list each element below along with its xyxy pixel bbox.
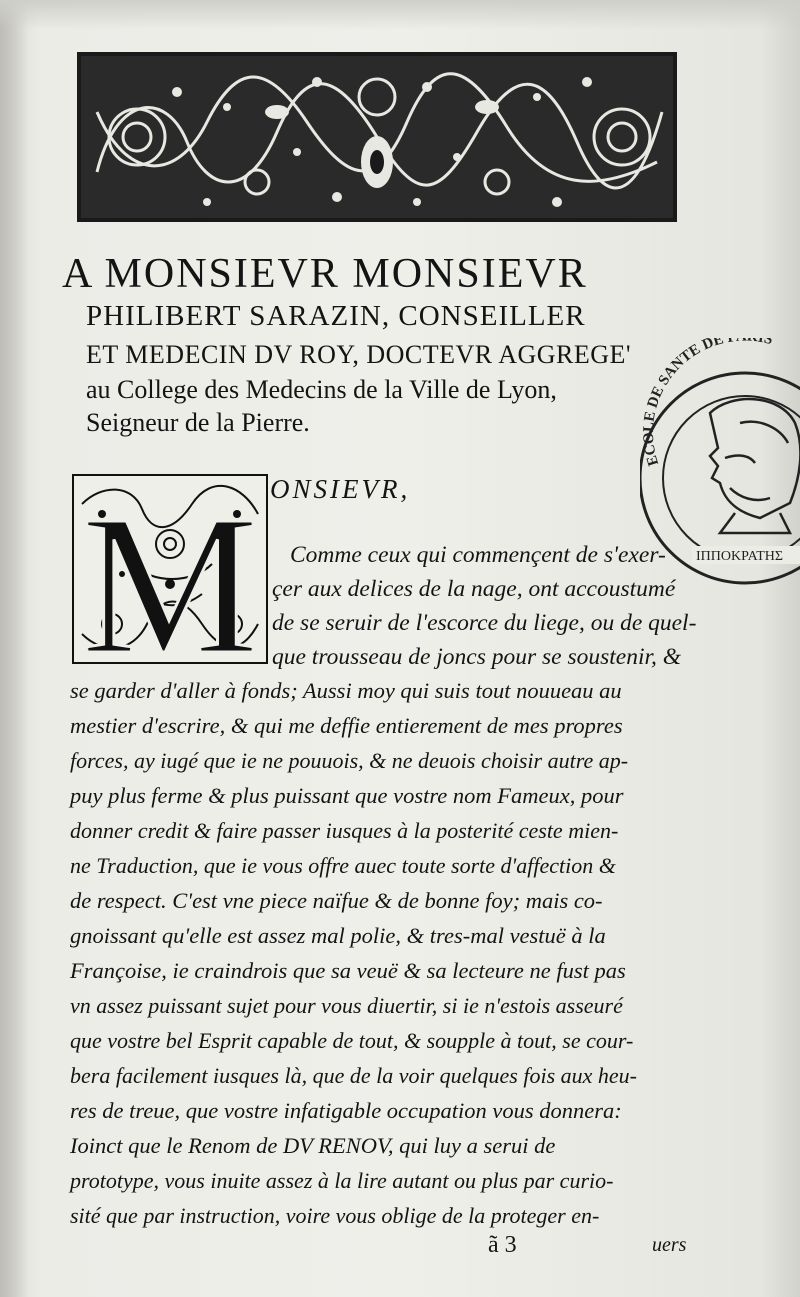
dedication-title-line-1: A MONSIEVR MONSIEVR [62,251,588,297]
body-line: gnoissant qu'elle est assez mal polie, & tres-mal vestuë à la [70,923,606,948]
body-line: çer aux delices de la nage, ont accoustumé [272,576,676,602]
ornamental-headpiece [77,52,677,222]
body-line: de se seruir de l'escorce du liege, ou de quel- [272,610,697,636]
body-line: vn assez puissant sujet pour vous diuertir, si ie n'estois asseuré [70,993,623,1018]
dedication-title-line-5: Seigneur de la Pierre. [86,408,310,437]
dedication-title-line-4: au College des Medecins de la Ville de Lyon, [86,375,557,404]
catchword: uers [652,1234,687,1256]
body-line: prototype, vous inuite assez à la lire autant ou plus par curio- [70,1168,614,1193]
body-line: de respect. C'est vne piece naïfue & de bonne foy; mais co- [70,888,603,913]
signature-mark: ã 3 [488,1232,517,1258]
page-gutter-shadow [0,0,28,1297]
stamp-ring-text: ECOLE DE SANTE DE S [640,338,775,468]
body-line: ne Traduction, que ie vous offre auec toute sorte d'affection & [70,853,616,878]
body-line: sité que par instruction, voire vous oblige de la proteger en- [70,1203,600,1228]
body-line: bera facilement iusques là, que de la voir quelques fois aux heu- [70,1063,637,1088]
body-line: forces, ay iugé que ie ne pouuois, & ne deuois choisir autre ap- [70,748,629,773]
page-top-shadow [0,0,800,30]
dedication-title-line-2: PHILIBERT SARAZIN, CONSEILLER [86,300,586,332]
body-line: mestier d'escrire, & qui me deffie entierement de mes propres [70,713,623,738]
initial-letter: M [81,475,259,664]
body-line: Ioinct que le Renom de DV RENOV, qui luy a serui de [70,1133,556,1158]
dedication-title-line-3: ET MEDECIN DV ROY, DOCTEVR AGGREGE' [86,340,632,369]
body-line: res de treue, que vostre infatigable occupation vous donnera: [70,1098,622,1123]
body-line: que trousseau de joncs pour se soustenir, & [272,644,682,670]
body-line: se garder d'aller à fonds; Aussi moy qui suis tout nouueau au [70,678,622,703]
salutation: ONSIEVR, [270,474,411,504]
stamp-caption: ΙΠΠΟΚΡΑΤΗΣ [696,549,784,564]
decorated-initial [72,474,268,664]
body-line: Françoise, ie craindrois que sa veuë & sa lecteure ne fust pas [70,958,626,983]
body-line: que vostre bel Esprit capable de tout, & soupple à tout, se cour- [70,1028,634,1053]
body-line: Comme ceux qui commençent de s'exer- [290,542,666,568]
body-line: puy plus ferme & plus puissant que vostre nom Fameux, pour [70,783,624,808]
body-line: donner credit & faire passer iusques à la posterité ceste mien- [70,818,619,843]
hippocrates-profile-icon [710,399,800,533]
